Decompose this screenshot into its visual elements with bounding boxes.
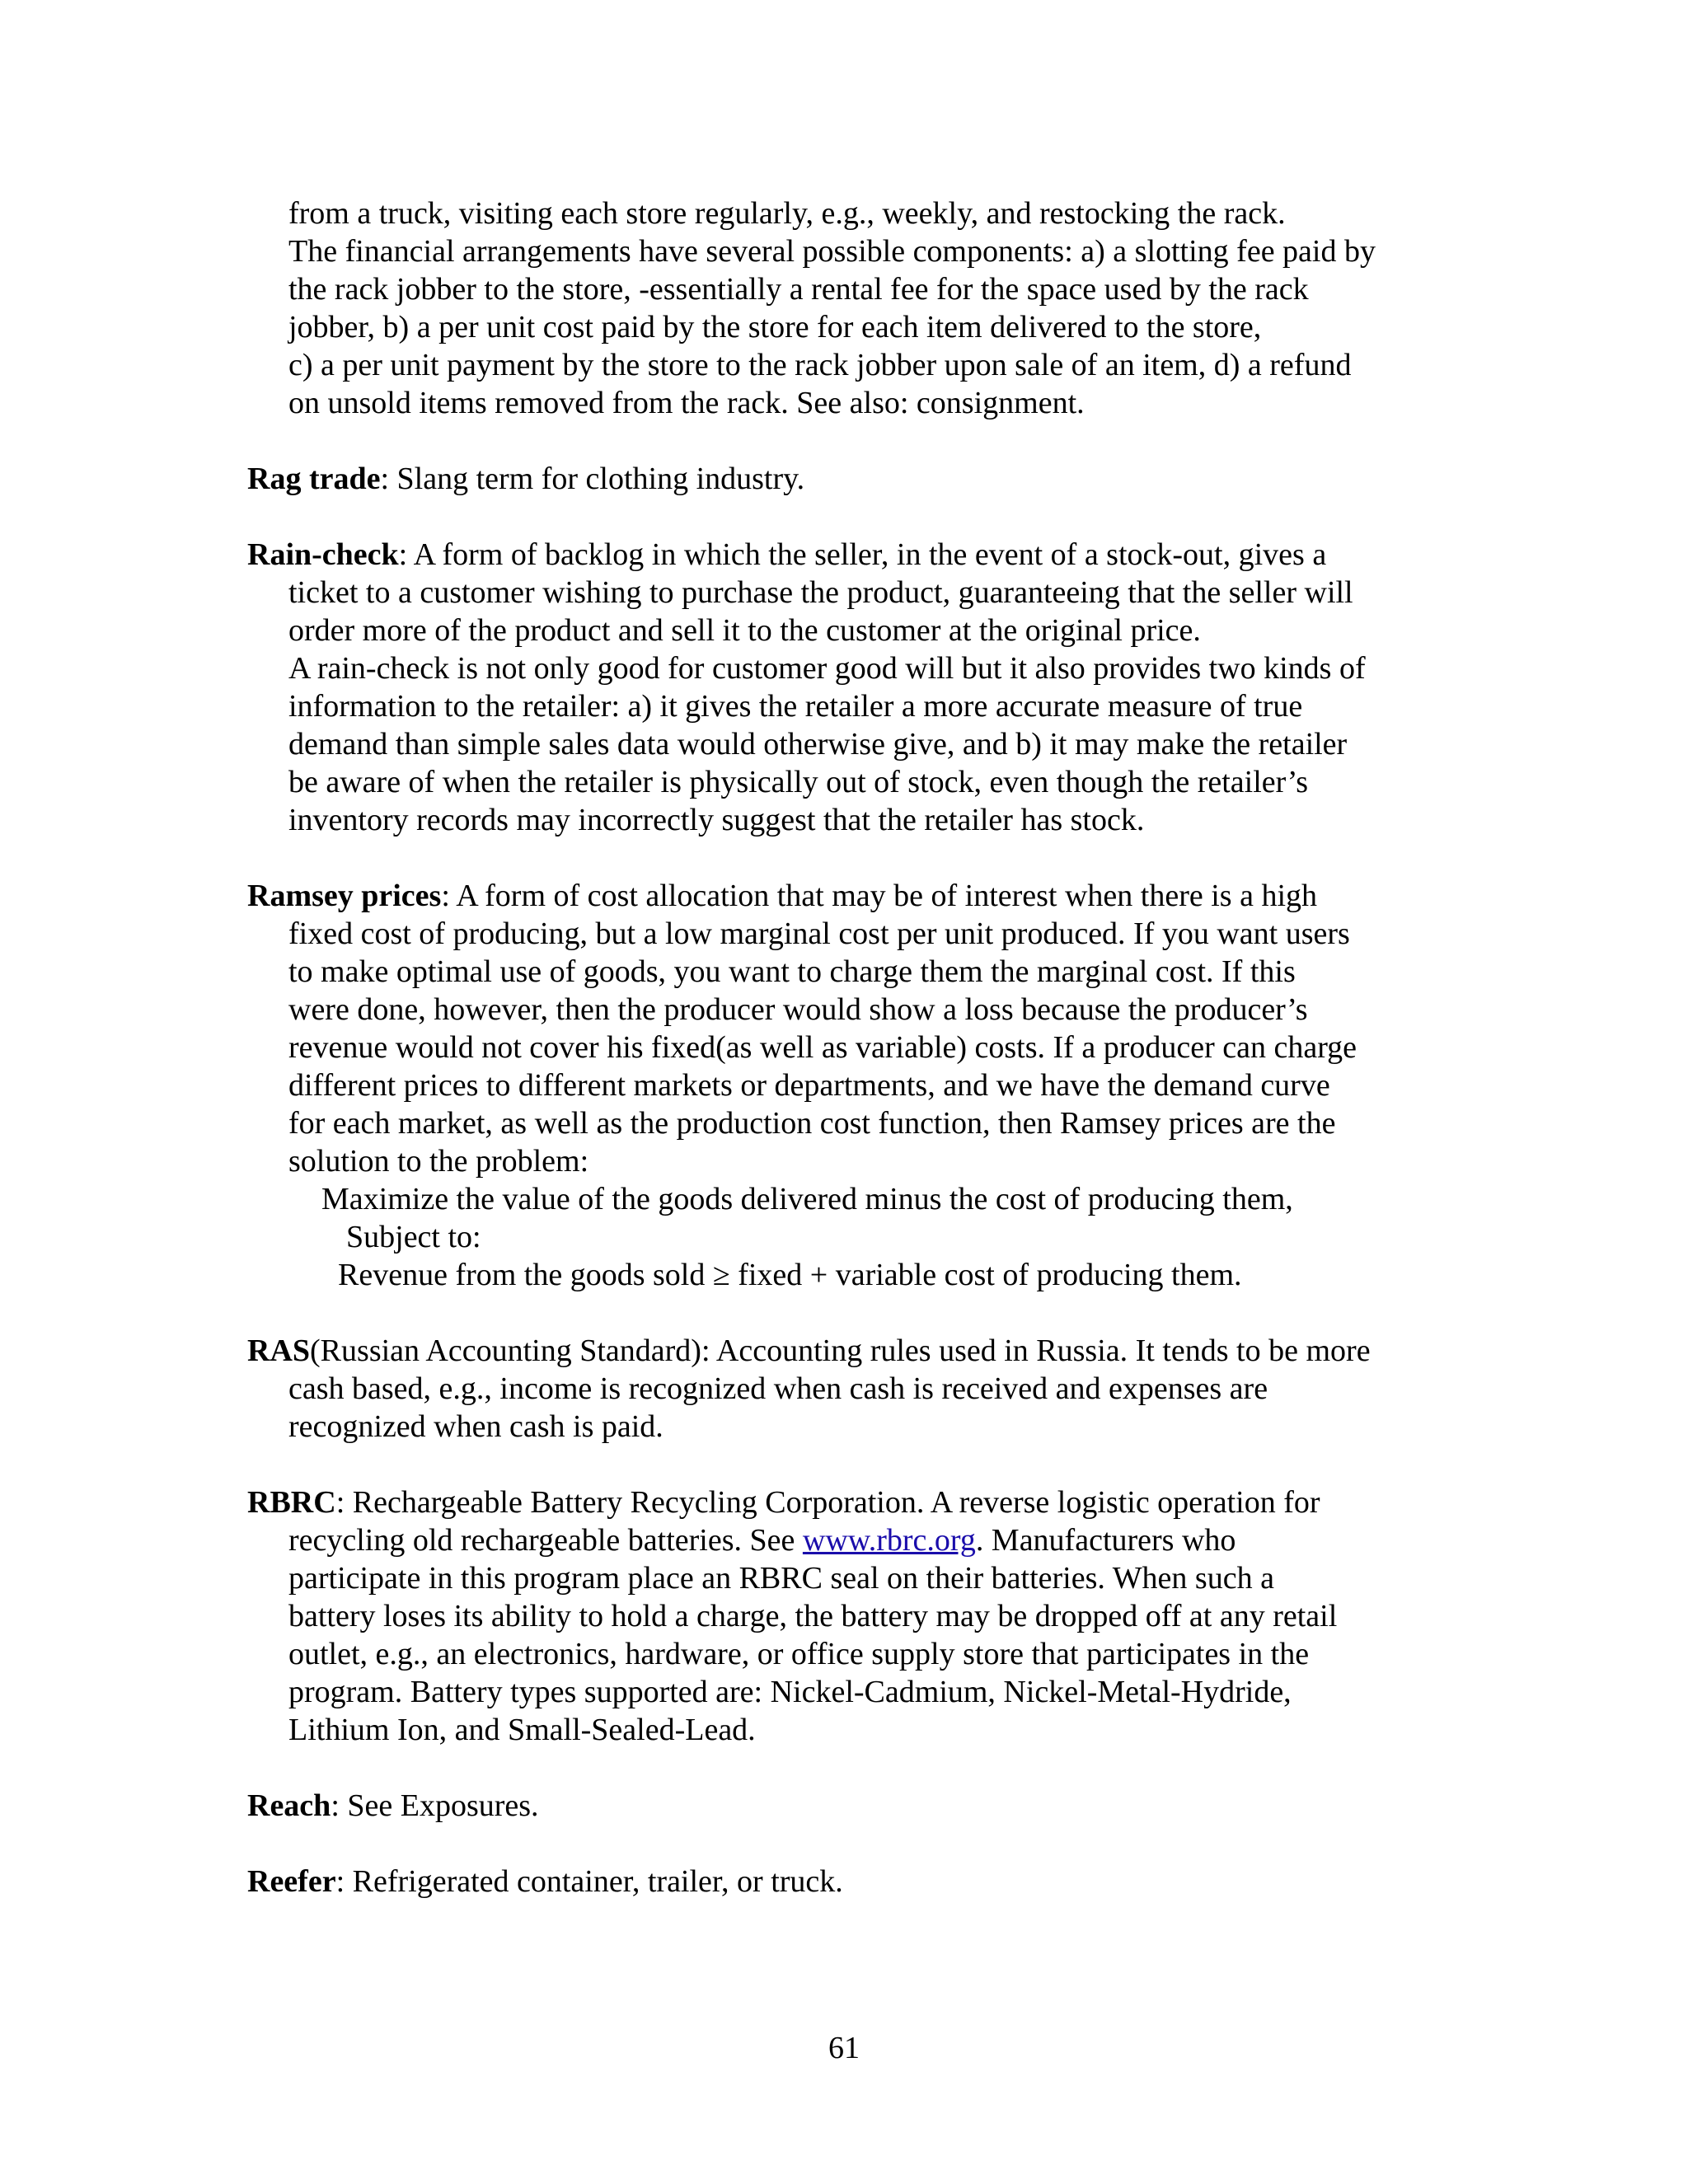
text-line: battery loses its ability to hold a charge, the battery may be dropped off at any retail — [288, 1599, 1338, 1633]
text-line: demand than simple sales data would otherwise give, and b) it may make the retailer — [288, 727, 1348, 762]
definition-text: : Slang term for clothing industry. — [380, 462, 805, 496]
text-line: A rain-check is not only good for customer good will but it also provides two kinds of — [288, 651, 1366, 686]
entry-reach — [247, 1787, 1451, 1825]
text-line: c) a per unit payment by the store to the rack jobber upon sale of an item, d) a refund — [288, 348, 1352, 382]
text-line: revenue would not cover his fixed(as well as variable) costs. If a producer can charge — [288, 1030, 1357, 1065]
definition-text: (Russian Accounting Standard): Accounting rules used in Russia. It tends to be more — [310, 1333, 1371, 1368]
subject-to-line: Subject to: — [346, 1220, 481, 1254]
text-line: Lithium Ion, and Small-Sealed-Lead. — [288, 1713, 756, 1747]
text-line: were done, however, then the producer would show a loss because the producer’s — [288, 992, 1308, 1027]
entry-reefer — [247, 1863, 1451, 1900]
text-line: inventory records may incorrectly suggest that the retailer has stock. — [288, 803, 1145, 837]
text-line: information to the retailer: a) it gives the retailer a more accurate measure of true — [288, 689, 1303, 724]
text-line: recognized when cash is paid. — [288, 1409, 663, 1444]
definition-text: : Refrigerated container, trailer, or truck. — [335, 1864, 843, 1899]
term-heading: Rain-check — [247, 537, 399, 572]
text-line: on unsold items removed from the rack. See also: consignment. — [288, 386, 1085, 420]
text-line: program. Battery types supported are: Nickel-Cadmium, Nickel-Metal-Hydride, — [288, 1675, 1292, 1709]
entry-rag-trade — [247, 460, 1451, 498]
text-line: different prices to different markets or departments, and we have the demand curve — [288, 1068, 1330, 1103]
text-line: for each market, as well as the production cost function, then Ramsey prices are the — [288, 1106, 1336, 1141]
text-line: to make optimal use of goods, you want to charge them the marginal cost. If this — [288, 954, 1296, 989]
text-line: ticket to a customer wishing to purchase the product, guaranteeing that the seller will — [288, 575, 1353, 610]
rack-jobber-continuation — [247, 194, 1451, 422]
constraint-line: Revenue from the goods sold ≥ fixed + variable cost of producing them. — [338, 1258, 1242, 1292]
term-heading: Rag trade — [247, 462, 381, 496]
text-line: the rack jobber to the store, -essentially a rental fee for the space used by the rack — [288, 272, 1309, 307]
entry-ras — [247, 1332, 1451, 1446]
term-heading: RAS — [247, 1333, 311, 1368]
text-fragment: . Manufacturers who — [975, 1523, 1236, 1558]
text-line: jobber, b) a per unit cost paid by the store for each item delivered to the store, — [288, 310, 1262, 344]
text-fragment: recycling old rechargeable batteries. See — [288, 1523, 803, 1558]
term-heading: Reach — [247, 1788, 331, 1823]
term-heading: Reefer — [247, 1864, 336, 1899]
definition-text: : A form of backlog in which the seller, in the event of a stock-out, gives a — [398, 537, 1327, 572]
text-line: order more of the product and sell it to the customer at the original price. — [288, 613, 1201, 648]
definition-text: : Rechargeable Battery Recycling Corporation. A reverse logistic operation for — [335, 1485, 1320, 1520]
text-line: fixed cost of producing, but a low marginal cost per unit produced. If you want users — [288, 916, 1350, 951]
term-heading: RBRC — [247, 1485, 336, 1520]
entry-ramsey-prices — [247, 877, 1451, 1294]
text-line: outlet, e.g., an electronics, hardware, or office supply store that participates in the — [288, 1637, 1310, 1671]
term-heading: Ramsey prices — [247, 879, 442, 913]
text-line: from a truck, visiting each store regularly, e.g., weekly, and restocking the rack. — [288, 196, 1286, 231]
text-line: be aware of when the retailer is physically out of stock, even though the retailer’s — [288, 765, 1309, 799]
definition-text: : A form of cost allocation that may be of interest when there is a high — [441, 879, 1318, 913]
rbrc-website-link[interactable]: www.rbrc.org — [802, 1523, 976, 1558]
definition-text: : See Exposures. — [331, 1788, 539, 1823]
page-number: 61 — [828, 2031, 860, 2065]
objective-line: Maximize the value of the goods delivered minus the cost of producing them, — [321, 1182, 1293, 1216]
text-line: solution to the problem: — [288, 1144, 589, 1179]
text-line: The financial arrangements have several possible components: a) a slotting fee paid by — [288, 234, 1376, 269]
entry-rbrc — [247, 1483, 1451, 1749]
text-line: cash based, e.g., income is recognized when cash is received and expenses are — [288, 1371, 1268, 1406]
text-line: participate in this program place an RBRC seal on their batteries. When such a — [288, 1561, 1274, 1596]
entry-rain-check — [247, 536, 1451, 839]
document-body — [247, 194, 1451, 1900]
